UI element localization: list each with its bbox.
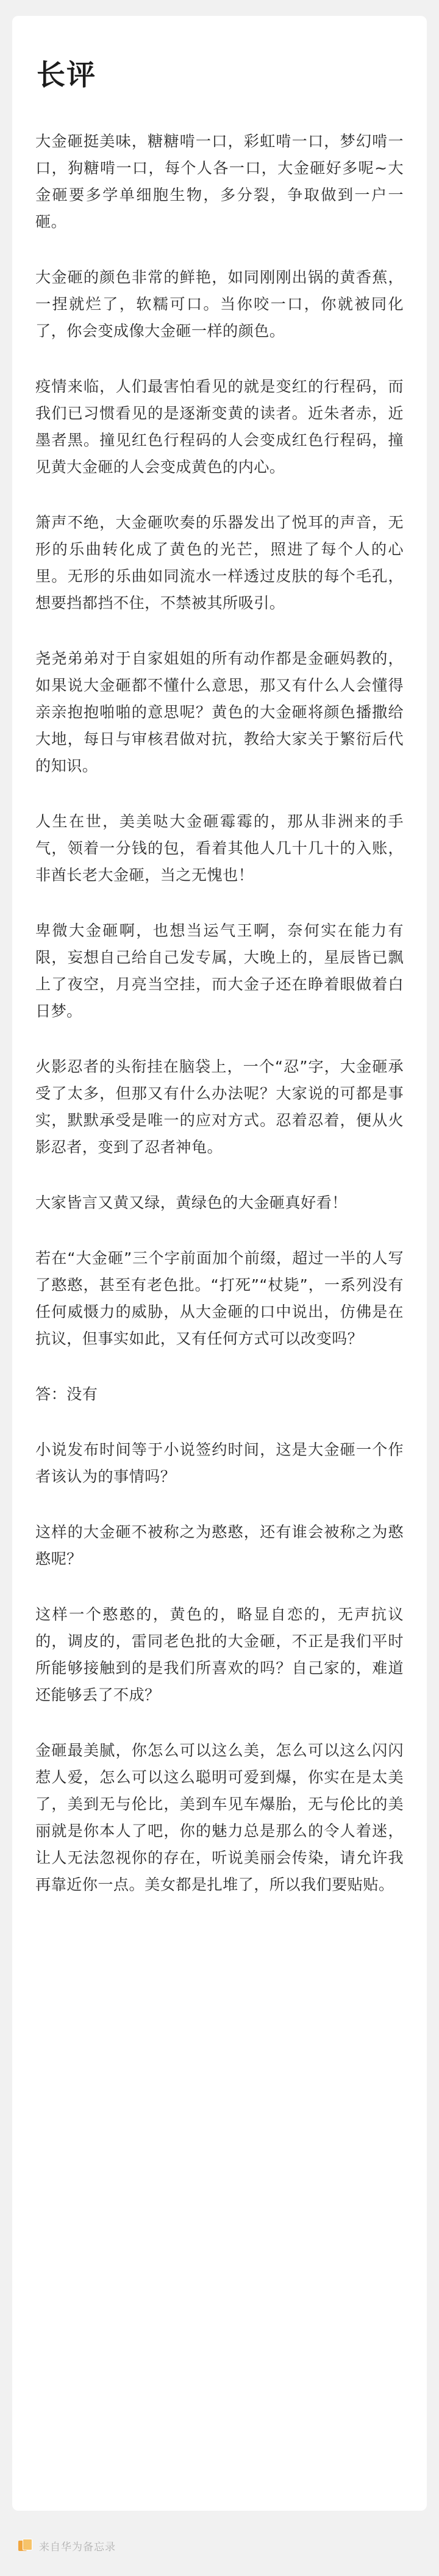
paragraph-13: 这样的大金砸不被称之为憨憨，还有谁会被称之为憨憨呢？ — [35, 1523, 404, 1568]
paragraph-4: 箫声不绝，大金砸吹奏的乐器发出了悦耳的声音，无形的乐曲转化成了黄色的光芒，照进了每个人的心里。无形的乐曲如同流水一样透过皮肤的每个毛孔，想要挡都挡不住，不禁被其所吸引。 — [35, 514, 404, 612]
paragraph-9: 大家皆言又黄又绿，黄绿色的大金砸真好看！ — [35, 1194, 348, 1212]
note-card — [12, 16, 427, 2511]
paragraph-12: 小说发布时间等于小说签约时间，这是大金砸一个作者该认为的事情吗？ — [35, 1441, 404, 1486]
paragraph-14: 这样一个憨憨的，黄色的，略显自恋的，无声抗议的，调皮的，雷同老色批的大金砸，不正是我们平时所能够接触到的是我们所喜欢的吗？自己家的，难道还能够丢了不成？ — [35, 1606, 404, 1704]
footer-source-text: 来自华为备忘录 — [39, 2541, 116, 2553]
memo-app-icon — [18, 2539, 32, 2552]
paragraph-11: 答：没有 — [35, 1385, 98, 1404]
paragraph-2: 大金砸的颜色非常的鲜艳，如同刚刚出锅的黄香蕉，一捏就烂了，软糯可口。当你咬一口，你就被同化了，你会变成像大金砸一样的颜色。 — [35, 268, 404, 340]
paragraph-1: 大金砸挺美味，糖糖啃一口，彩虹啃一口，梦幻啃一口，狗糖啃一口，每个人各一口，大金砸好多呢~大金砸要多学单细胞生物，多分裂，争取做到一户一砸。 — [35, 132, 404, 231]
paragraph-10: 若在“大金砸”三个字前面加个前缀，超过一半的人写了憨憨，甚至有老色批。“打死”“杖毙”，一系列没有任何威慑力的威胁，从大金砸的口中说出，仿佛是在抗议，但事实如此，又有任何方式可以改变吗？ — [35, 1249, 404, 1348]
paragraph-8: 火影忍者的头衔挂在脑袋上，一个“忍”字，大金砸承受了太多，但那又有什么办法呢？大家说的可都是事实，默默承受是唯一的应对方式。忍着忍着，便从火影忍者，变到了忍者神龟。 — [35, 1058, 404, 1157]
paragraph-15: 金砸最美腻，你怎么可以这么美，怎么可以这么闪闪惹人爱，怎么可以这么聪明可爱到爆，你实在是太美了，美到无与伦比，美到车见车爆胎，无与伦比的美丽就是你本人了吧，你的魅力总是那么的令人着迷，让人无法忽视你的存在，听说美丽会传染，请允许我再靠近你一点。美女都是扎堆了，所以我们要贴贴。 — [35, 1742, 404, 1894]
paragraph-7: 卑微大金砸啊，也想当运气王啊，奈何实在能力有限，妄想自己给自己发专属，大晚上的，星辰皆已飘上了夜空，月亮当空挂，而大金子还在睁着眼做着白日梦。 — [35, 922, 404, 1021]
note-title: 长评 — [37, 59, 96, 92]
footer — [18, 2537, 116, 2554]
paragraph-6: 人生在世，美美哒大金砸霉霉的，那从非洲来的手气，领着一分钱的包，看着其他人几十几十的入账，非酋长老大金砸，当之无愧也！ — [35, 813, 404, 884]
paragraph-5: 尧尧弟弟对于自家姐姐的所有动作都是金砸妈教的，如果说大金砸都不懂什么意思，那又有什么人会懂得亲亲抱抱啪啪的意思呢？黄色的大金砸将颜色播撒给大地，每日与审核君做对抗，教给大家关于繁衍后代的知识。 — [35, 650, 404, 775]
paragraph-3: 疫情来临，人们最害怕看见的就是变红的行程码，而我们已习惯看见的是逐渐变黄的读者。近朱者赤，近墨者黑。撞见红色行程码的人会变成红色行程码，撞见黄大金砸的人会变成黄色的内心。 — [35, 378, 404, 476]
